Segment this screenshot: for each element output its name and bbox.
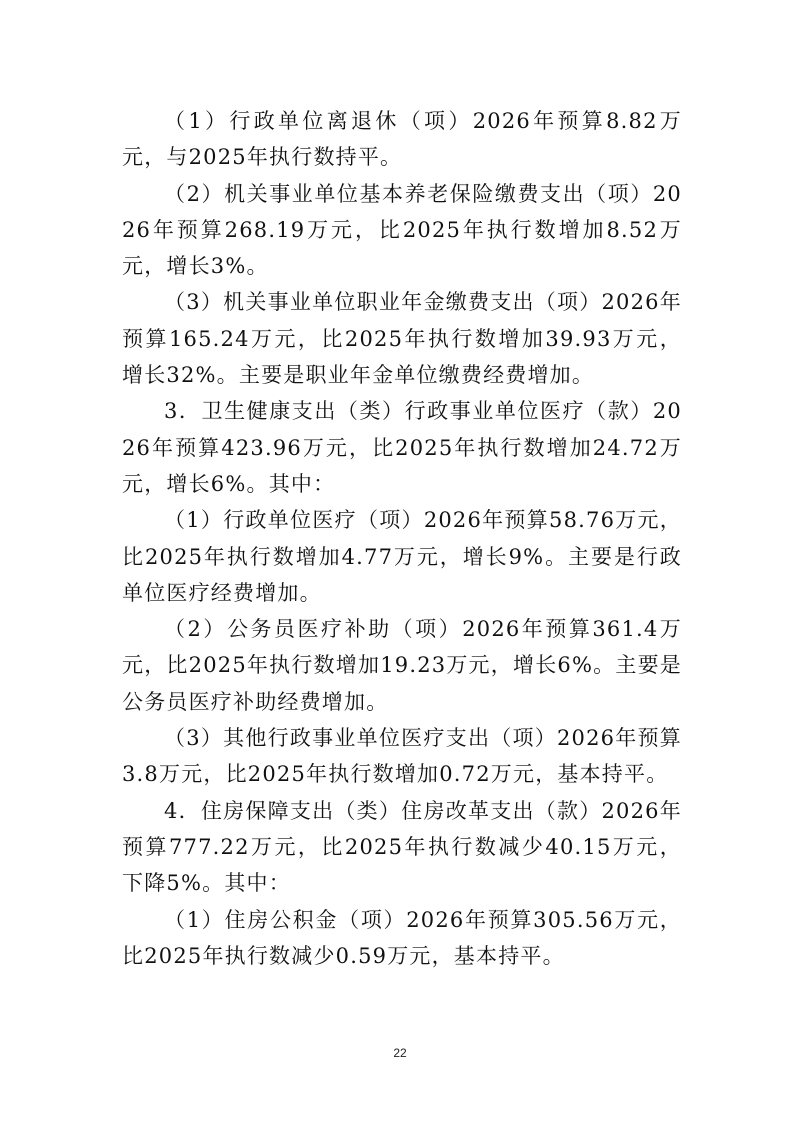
paragraph-pension-insurance: （2）机关事业单位基本养老保险缴费支出（项）2026年预算268.19万元，比2025年执行数增加8.52万元，增长3%。 — [122, 181, 682, 279]
paragraph-civil-servant-medical: （2）公务员医疗补助（项）2026年预算361.4万元，比2025年执行数增加19.23万元，增长6%。主要是公务员医疗补助经费增加。 — [122, 617, 682, 714]
paragraph-housing-category: 4．住房保障支出（类）住房改革支出（款）2026年预算777.22万元，比2025年执行数减少40.15万元，下降5%。其中： — [122, 798, 682, 896]
paragraph-housing-fund: （1）住房公积金（项）2026年预算305.56万元，比2025年执行数减少0.59万元，基本持平。 — [122, 907, 682, 968]
paragraph-occupational-annuity: （3）机关事业单位职业年金缴费支出（项）2026年预算165.24万元，比2025年执行数增加39.93万元，增长32%。主要是职业年金单位缴费经费增加。 — [122, 290, 682, 388]
page-number: 22 — [393, 1046, 407, 1060]
paragraph-admin-medical: （1）行政单位医疗（项）2026年预算58.76万元，比2025年执行数增加4.77万元，增长9%。主要是行政单位医疗经费增加。 — [122, 508, 682, 605]
paragraph-other-medical: （3）其他行政事业单位医疗支出（项）2026年预算3.8万元，比2025年执行数增加0.72万元，基本持平。 — [122, 726, 682, 787]
body-text — [122, 103, 682, 974]
paragraph-health-category: 3．卫生健康支出（类）行政事业单位医疗（款）2026年预算423.96万元，比2025年执行数增加24.72万元，增长6%。其中： — [122, 399, 682, 496]
paragraph-retirement-admin: （1）行政单位离退休（项）2026年预算8.82万元，与2025年执行数持平。 — [122, 109, 682, 170]
